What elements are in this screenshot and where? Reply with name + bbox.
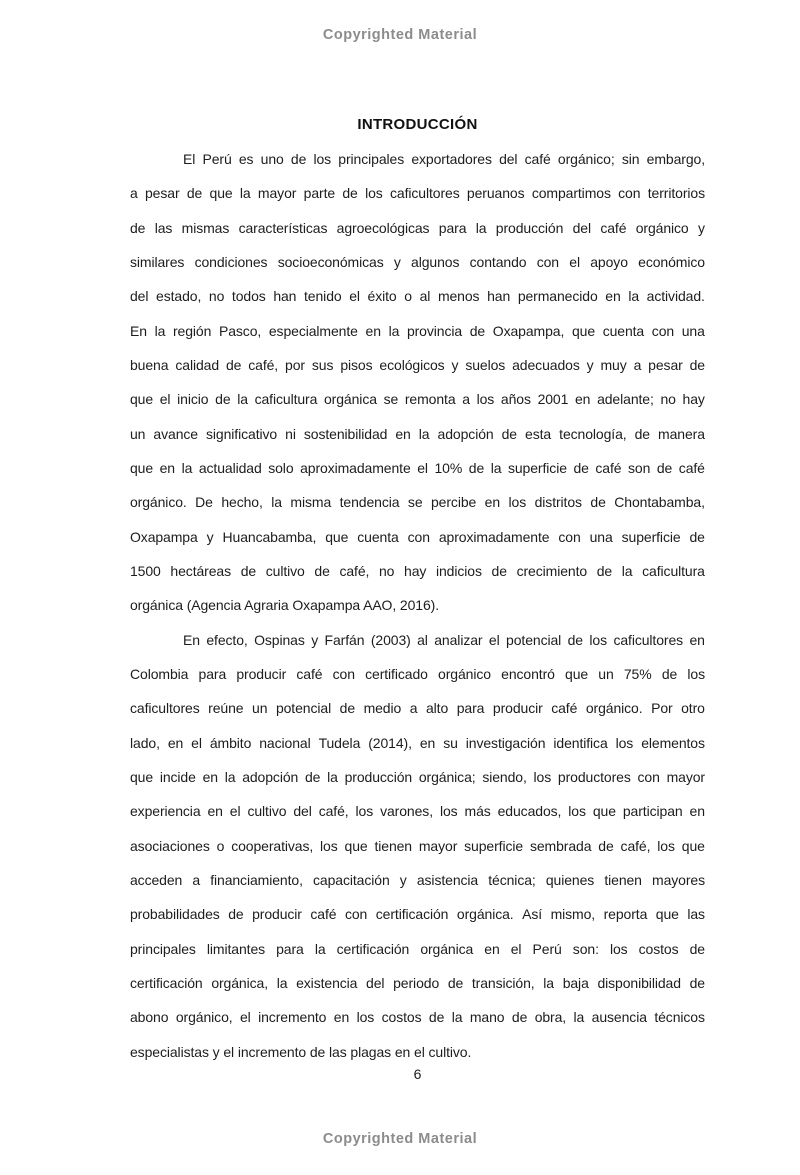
text-line: un avance significativo ni sostenibilidad en la adopción de esta tecnología, de manera [130,425,705,442]
text-line: caficultores reúne un potencial de medio a alto para producir café orgánico. Por otro [130,700,705,717]
text-line: abono orgánico, el incremento en los costos de la mano de obra, la ausencia técnicos [130,1009,705,1026]
text-line: de las mismas características agroecológicas para la producción del café orgánico y [130,219,705,236]
text-line: principales limitantes para la certificación orgánica en el Perú son: los costos de [130,940,705,957]
text-line: En la región Pasco, especialmente en la provincia de Oxapampa, que cuenta con una [130,322,705,339]
page-number: 6 [413,1066,422,1082]
text-line: buena calidad de café, por sus pisos ecológicos y suelos adecuados y muy a pesar de [130,356,705,373]
text-line: Oxapampa y Huancabamba, que cuenta con aproximadamente con una superficie de [130,528,705,545]
text-line: acceden a financiamiento, capacitación y asistencia técnica; quienes tienen mayores [130,871,705,888]
text-line: a pesar de que la mayor parte de los caficultores peruanos compartimos con territorios [130,185,705,202]
text-line: que en la actualidad solo aproximadamente el 10% de la superficie de café son de café [130,459,705,476]
text-line: Colombia para producir café con certificado orgánico encontró que un 75% de los [130,665,705,682]
text-line: orgánico. De hecho, la misma tendencia se percibe en los distritos de Chontabamba, [130,494,705,511]
text-line: que incide en la adopción de la producción orgánica; siendo, los productores con mayor [130,768,705,785]
paragraph [130,623,705,1069]
paragraph [130,142,705,623]
text-line: lado, en el ámbito nacional Tudela (2014), en su investigación identifica los elementos [130,734,705,751]
text-line: similares condiciones socioeconómicas y algunos contando con el apoyo económico [130,253,705,270]
text-line: 1500 hectáreas de cultivo de café, no hay indicios de crecimiento de la caficultura [130,562,705,579]
text-line: asociaciones o cooperativas, los que tienen mayor superficie sembrada de café, los que [130,837,705,854]
text-line: especialistas y el incremento de las plagas en el cultivo. [130,1043,472,1060]
page-title: INTRODUCCIÓN [357,116,478,133]
text-line: del estado, no todos han tenido el éxito o al menos han permanecido en la actividad. [130,288,705,305]
text-line: En efecto, Ospinas y Farfán (2003) al analizar el potencial de los caficultores en [183,631,705,648]
copyright-notice-bottom: Copyrighted Material [322,1131,478,1147]
copyright-notice-top: Copyrighted Material [322,27,478,43]
text-line: que el inicio de la caficultura orgánica se remonta a los años 2001 en adelante; no hay [130,391,705,408]
text-line: orgánica (Agencia Agraria Oxapampa AAO, 2016). [130,597,440,614]
text-line: probabilidades de producir café con certificación orgánica. Así mismo, reporta que las [130,906,705,923]
text-line: experiencia en el cultivo del café, los varones, los más educados, los que participan en [130,803,705,820]
document-body [130,142,705,1069]
text-line: certificación orgánica, la existencia del periodo de transición, la baja disponibilidad de [130,974,705,991]
text-line: El Perú es uno de los principales exportadores del café orgánico; sin embargo, [183,151,705,167]
